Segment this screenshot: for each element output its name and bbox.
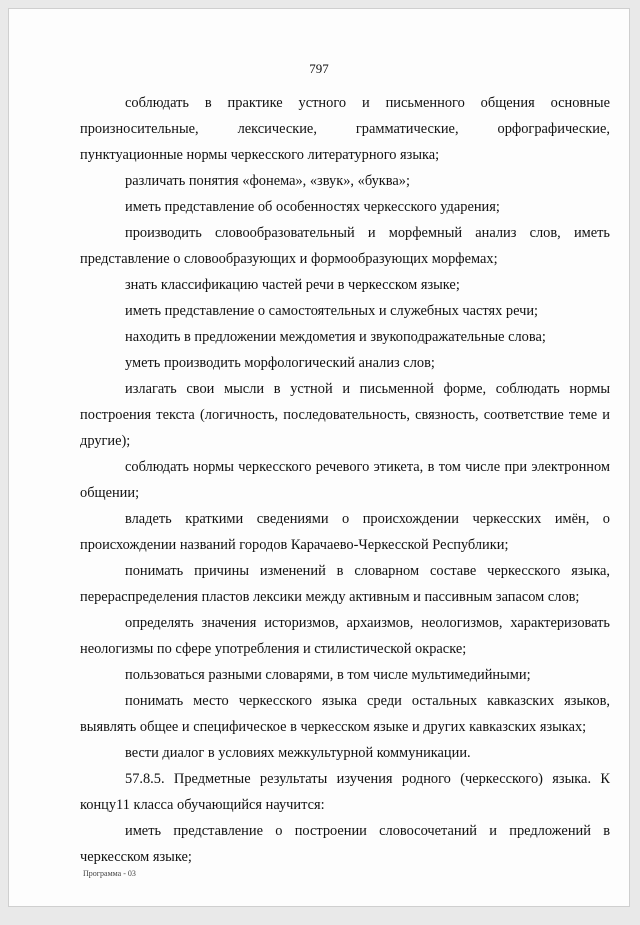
- paragraph: соблюдать нормы черкесского речевого этикета, в том числе при электронном общении;: [80, 459, 610, 501]
- document-body: [80, 90, 610, 870]
- page-number: 797: [309, 61, 329, 76]
- paragraph: иметь представление о самостоятельных и служебных частях речи;: [125, 303, 539, 319]
- paragraph: находить в предложении междометия и звукоподражательные слова;: [125, 329, 546, 345]
- paragraph: излагать свои мысли в устной и письменной форме, соблюдать нормы построения текста (логичность, последовательность, связность, соответствие теме и другие);: [80, 381, 610, 449]
- paragraph: владеть краткими сведениями о происхождении черкесских имён, о происхождении названий городов Карачаево-Черкесской Республики;: [80, 511, 610, 553]
- document-page: [8, 8, 630, 907]
- paragraph: понимать место черкесского языка среди остальных кавказских языков, выявлять общее и специфическое в черкесском языке и других кавказских языках;: [80, 693, 610, 735]
- paragraph: уметь производить морфологический анализ слов;: [125, 355, 435, 371]
- paragraph: определять значения историзмов, архаизмов, неологизмов, характеризовать неологизмы по сфере употребления и стилистической окраске;: [80, 615, 610, 657]
- paragraph: знать классификацию частей речи в черкесском языке;: [125, 277, 460, 293]
- paragraph: соблюдать в практике устного и письменного общения основные произносительные, лексические, грамматические, орфографические, пунктуационные нормы черкесского литературного языка;: [80, 95, 610, 163]
- paragraph: понимать причины изменений в словарном составе черкесского языка, перераспределения пластов лексики между активным и пассивным запасом слов;: [80, 563, 610, 605]
- paragraph: производить словообразовательный и морфемный анализ слов, иметь представление о словообразующих и формообразующих морфемах;: [80, 225, 610, 267]
- paragraph: различать понятия «фонема», «звук», «буква»;: [125, 173, 410, 189]
- paragraph: иметь представление о построении словосочетаний и предложений в черкесском языке;: [80, 823, 610, 865]
- paragraph: иметь представление об особенностях черкесского ударения;: [125, 199, 500, 215]
- paragraph: пользоваться разными словарями, в том числе мультимедийными;: [125, 667, 531, 683]
- section-heading-paragraph: 57.8.5. Предметные результаты изучения родного (черкесского) языка. К концу11 класса обучающийся научится:: [80, 771, 610, 813]
- page-footer: Программа - 03: [83, 869, 136, 878]
- paragraph: вести диалог в условиях межкультурной коммуникации.: [125, 745, 471, 761]
